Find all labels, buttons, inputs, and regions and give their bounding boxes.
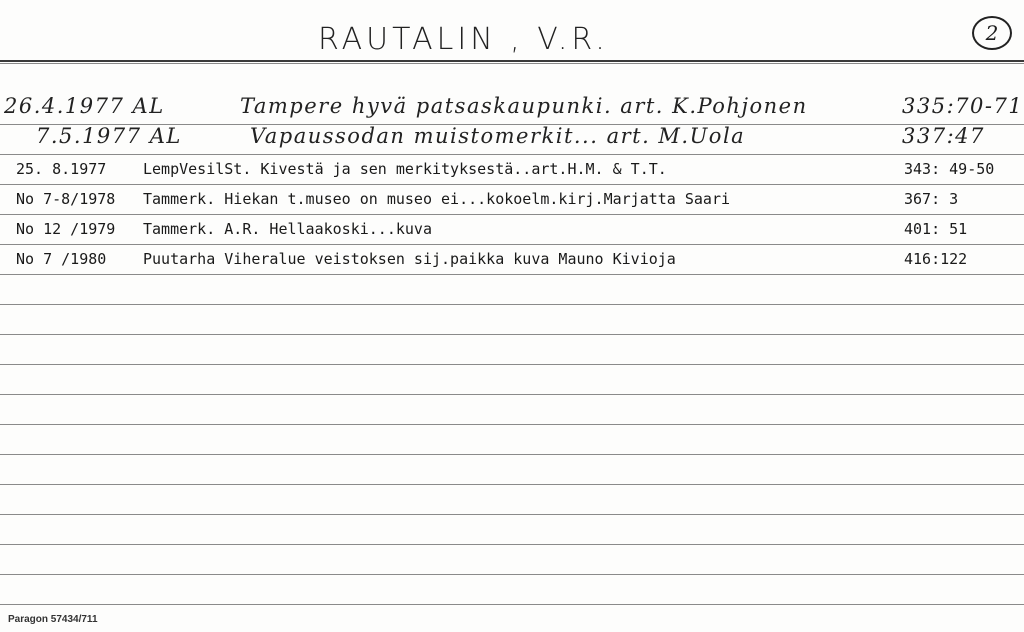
entry-ref: 343: 49-50 [904, 160, 995, 178]
entry-text: Puutarha Viheralue veistoksen sij.paikka kuva Mauno Kivioja [143, 250, 676, 268]
list-item [0, 214, 1024, 244]
card-number-circle [972, 16, 1012, 50]
entry-ref: 335:70-71 [902, 94, 1024, 118]
list-item [0, 184, 1024, 214]
rule-line [0, 274, 1024, 275]
card-title: RAUTALIN , V.R. [318, 22, 609, 57]
entry-date: 7.5.1977 AL [36, 124, 182, 148]
rule-line [0, 304, 1024, 305]
rule-line [0, 574, 1024, 575]
rule-line [0, 334, 1024, 335]
entry-ref: 401: 51 [904, 220, 968, 238]
entry-date: 26.4.1977 AL [4, 94, 165, 118]
header-rule-2 [0, 63, 1024, 64]
entry-date: No 12 /1979 [16, 220, 116, 238]
header-rule [0, 60, 1024, 62]
rule-line [0, 364, 1024, 365]
entry-ref: 337:47 [902, 124, 985, 148]
rule-line [0, 544, 1024, 545]
entry-text: Tampere hyvä patsaskaupunki. art. K.Pohjonen [240, 94, 808, 118]
entry-text: Tammerk. A.R. Hellaakoski...kuva [143, 220, 432, 238]
entry-text: LempVesilSt. Kivestä ja sen merkityksestä..art.H.M. & T.T. [143, 160, 667, 178]
card-footer: Paragon 57434/711 [8, 614, 98, 625]
entry-text: Tammerk. Hiekan t.museo on museo ei...kokoelm.kirj.Marjatta Saari [143, 190, 730, 208]
entry-date: No 7-8/1978 [16, 190, 116, 208]
entry-text: Vapaussodan muistomerkit... art. M.Uola [250, 124, 746, 148]
rule-line [0, 604, 1024, 605]
list-item [0, 94, 1024, 124]
list-item [0, 154, 1024, 184]
list-item [0, 124, 1024, 154]
rule-line [0, 454, 1024, 455]
entry-ref: 416:122 [904, 250, 968, 268]
rule-line [0, 424, 1024, 425]
entry-date: No 7 /1980 [16, 250, 107, 268]
entry-ref: 367: 3 [904, 190, 959, 208]
card-number: 2 [985, 21, 999, 45]
rule-line [0, 484, 1024, 485]
rule-line [0, 394, 1024, 395]
rule-line [0, 514, 1024, 515]
list-item [0, 244, 1024, 274]
entry-date: 25. 8.1977 [16, 160, 107, 178]
